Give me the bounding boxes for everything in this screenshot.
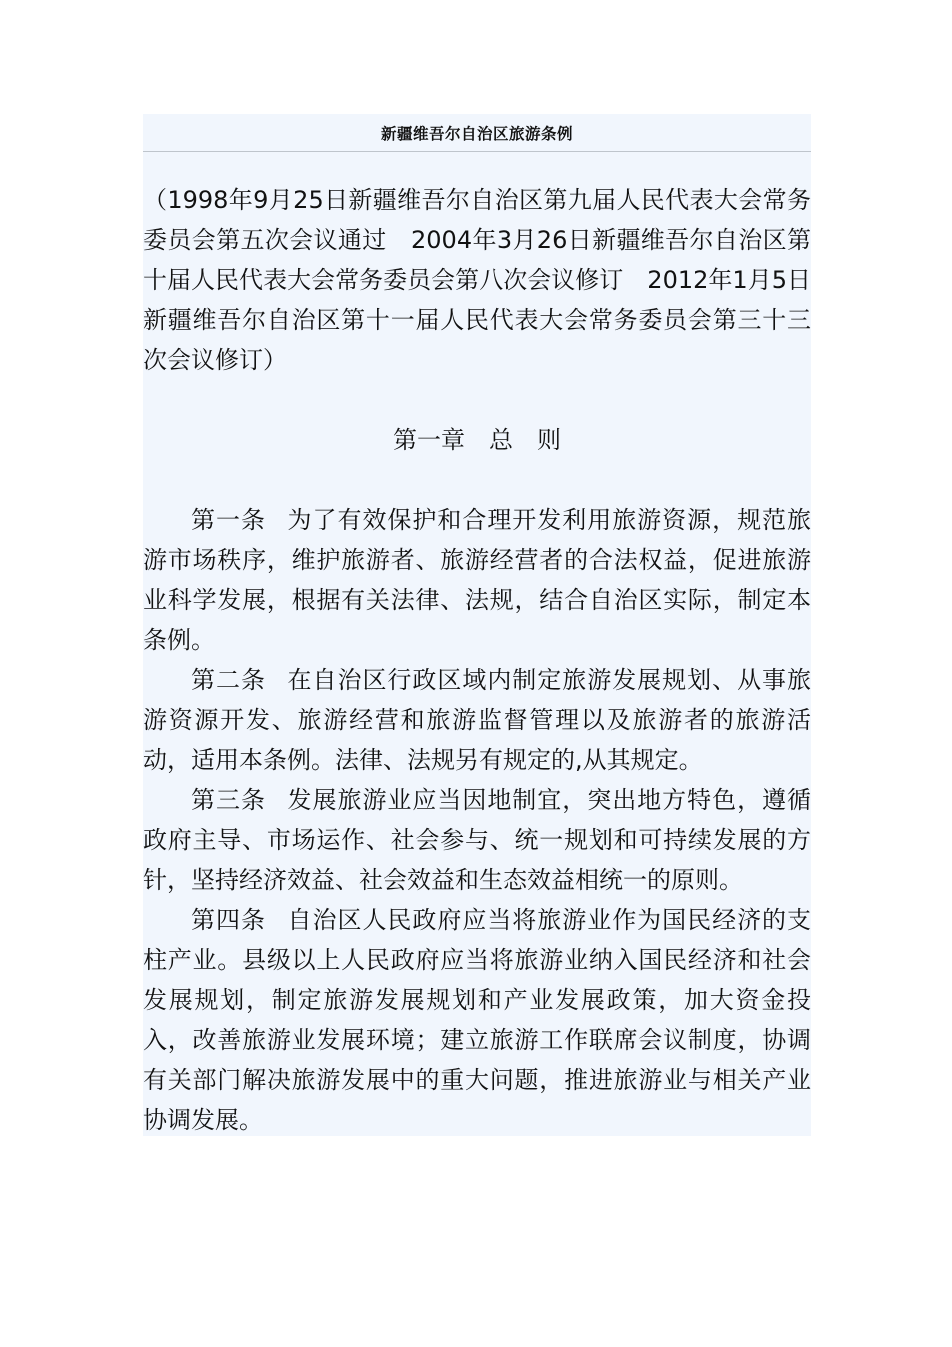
title-bar (143, 114, 811, 152)
article-text: 在自治区行政区域内制定旅游发展规划、从事旅游资源开发、旅游经营和旅游监督管理以及旅游者的旅游活动，适用本条例。法律、法规另有规定的,从其规定。 (143, 666, 812, 774)
article-1 (143, 500, 811, 660)
enactment-note: （1998年9月25日新疆维吾尔自治区第九届人民代表大会常务委员会第五次会议通过 2004年3月26日新疆维吾尔自治区第十届人民代表大会常务委员会第八次会议修订 2012年1月5日新疆维吾尔自治区第十一届人民代表大会常务委员会第三十三次会议修订） (143, 186, 811, 374)
article-number: 第四条 (191, 906, 266, 934)
article-4 (143, 900, 811, 1140)
chapter-heading: 第一章 总 则 (393, 426, 561, 454)
article-number: 第三条 (191, 786, 266, 814)
article-2 (143, 660, 811, 780)
article-text: 发展旅游业应当因地制宜，突出地方特色，遵循政府主导、市场运作、社会参与、统一规划和可持续发展的方针，坚持经济效益、社会效益和生态效益相统一的原则。 (143, 786, 812, 894)
document-title: 新疆维吾尔自治区旅游条例 (380, 123, 573, 143)
document-body (143, 114, 811, 1136)
article-number: 第一条 (191, 506, 266, 534)
article-text: 为了有效保护和合理开发利用旅游资源，规范旅游市场秩序，维护旅游者、旅游经营者的合法权益，促进旅游业科学发展，根据有关法律、法规，结合自治区实际，制定本条例。 (143, 506, 812, 654)
article-text: 自治区人民政府应当将旅游业作为国民经济的支柱产业。县级以上人民政府应当将旅游业纳入国民经济和社会发展规划，制定旅游发展规划和产业发展政策，加大资金投入，改善旅游业发展环境；建立旅游工作联席会议制度，协调有关部门解决旅游发展中的重大问题，推进旅游业与相关产业协调发展。 (143, 906, 812, 1134)
article-number: 第二条 (191, 666, 266, 694)
article-3 (143, 780, 811, 900)
document-text (143, 180, 811, 1140)
